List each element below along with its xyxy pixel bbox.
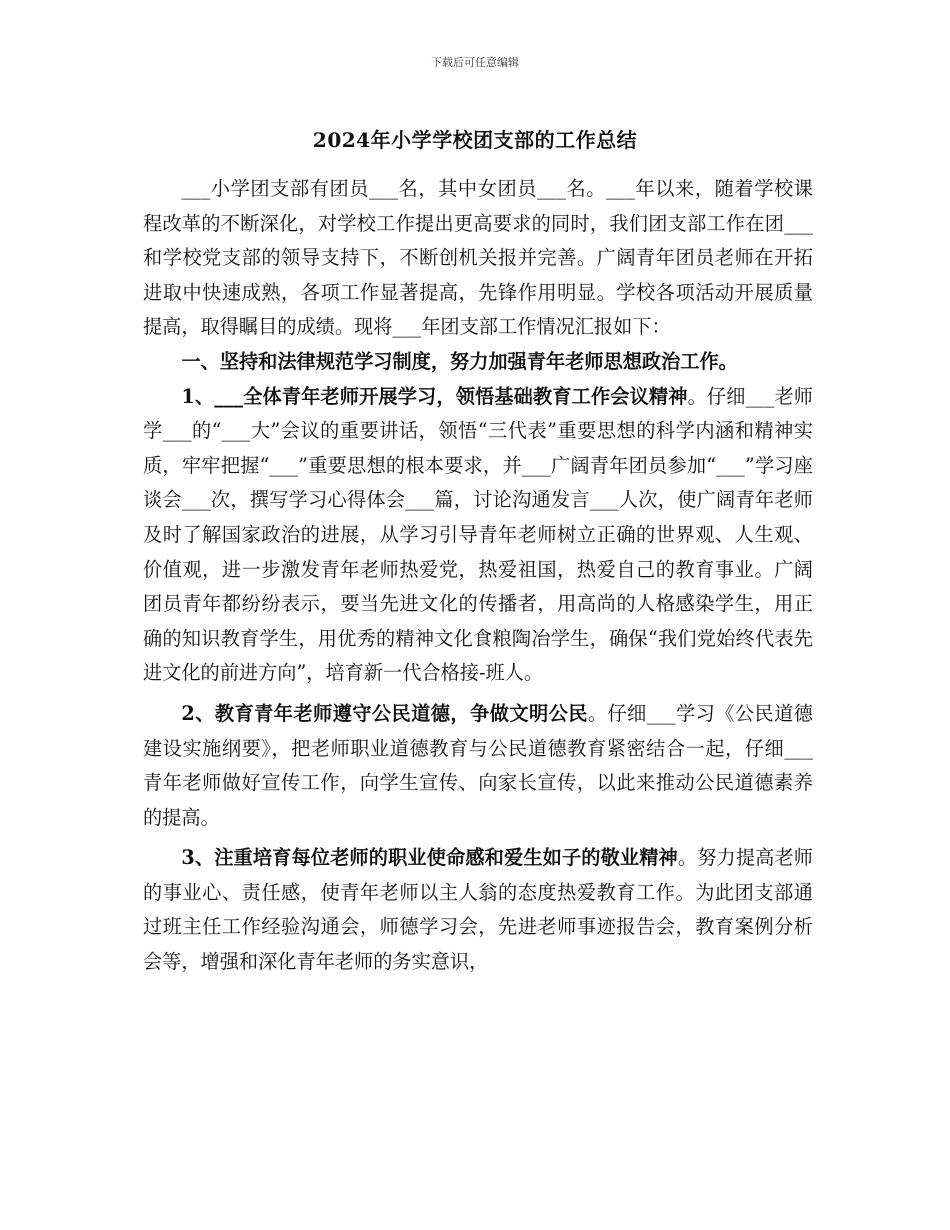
- item-1-lead: 1、___全体青年老师开展学习，领悟基础教育工作会议精神: [181, 384, 688, 408]
- item-2-paragraph: [143, 697, 813, 835]
- item-2-lead: 2、教育青年老师遵守公民道德，争做文明公民: [181, 701, 588, 725]
- item-2-text: 。仔细___学习《公民道德建设实施纲要》，把老师职业道德教育与公民道德教育紧密结合一起，仔细___青年老师做好宣传工作，向学生宣传、向家长宣传，以此来推动公民道德素养的提高。: [143, 701, 813, 829]
- item-1-paragraph: [143, 380, 813, 691]
- document-body: [143, 172, 813, 980]
- document-title: 2024年小学学校团支部的工作总结: [312, 128, 638, 152]
- header-note: 下载后可任意编辑: [431, 56, 519, 69]
- item-3-lead: 3、注重培育每位老师的职业使命感和爱生如子的敬业精神: [181, 846, 678, 870]
- item-3-paragraph: [143, 841, 813, 979]
- item-3-text: 。努力提高老师的事业心、责任感，使青年老师以主人翁的态度热爱教育工作。为此团支部通过班主任工作经验沟通会，师德学习会，先进老师事迹报告会，教育案例分析会等，增强和深化青年老师的务实意识，: [143, 846, 813, 974]
- intro-paragraph: ___小学团支部有团员___名，其中女团员___名。___年以来，随着学校课程改革的不断深化，对学校工作提出更高要求的同时，我们团支部工作在团___和学校党支部的领导支持下，不断创机关报并完善。广阔青年团员老师在开拓进取中快速成熟，各项工作显著提高，先锋作用明显。学校各项活动开展质量提高，取得瞩目的成绩。现将___年团支部工作情况汇报如下：: [143, 177, 813, 339]
- section-1-heading: 一、坚持和法律规范学习制度，努力加强青年老师思想政治工作。: [181, 349, 738, 373]
- item-1-text: 。仔细___老师学___的“___大”会议的重要讲话，领悟“三代表”重要思想的科学内涵和精神实质，牢牢把握“___”重要思想的根本要求，并___广阔青年团员参加“___”学习座谈会___次，撰写学习心得体会___篇，讨论沟通发言___人次，使广阔青年老师及时了解国家政治的进展，从学习引导青年老师树立正确的世界观、人生观、价值观，进一步激发青年老师热爱党，热爱祖国，热爱自己的教育事业。广阔团员青年都纷纷表示，要当先进文化的传播者，用高尚的人格感染学生，用正确的知识教育学生，用优秀的精神文化食粮陶冶学生，确保“我们党始终代表先进文化的前进方向”，培育新一代合格接-班人。: [143, 384, 813, 685]
